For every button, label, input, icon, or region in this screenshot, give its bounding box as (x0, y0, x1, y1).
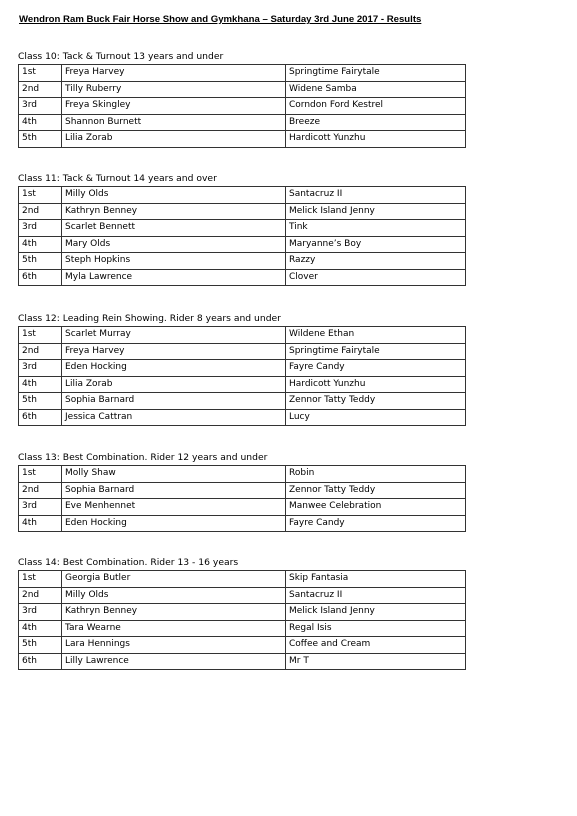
horse-cell: Springtime Fairytale (286, 65, 466, 82)
result-row (19, 114, 466, 131)
results-table (18, 186, 466, 286)
rider-cell: Milly Olds (62, 187, 286, 204)
rider-cell: Tara Wearne (62, 620, 286, 637)
place-cell: 1st (19, 571, 62, 588)
result-row (19, 327, 466, 344)
place-cell: 1st (19, 327, 62, 344)
class-title: Class 14: Best Combination. Rider 13 - 16 years (18, 557, 239, 568)
result-row (19, 499, 466, 516)
place-cell: 5th (19, 131, 62, 148)
class-title: Class 12: Leading Rein Showing. Rider 8 years and under (18, 313, 281, 324)
place-cell: 1st (19, 187, 62, 204)
horse-cell: Zennor Tatty Teddy (286, 393, 466, 410)
result-row (19, 65, 466, 82)
horse-cell: Lucy (286, 409, 466, 426)
class-section (18, 172, 465, 286)
result-row (19, 253, 466, 270)
place-cell: 4th (19, 376, 62, 393)
place-cell: 2nd (19, 203, 62, 220)
rider-cell: Freya Skingley (62, 98, 286, 115)
place-cell: 2nd (19, 482, 62, 499)
horse-cell: Springtime Fairytale (286, 343, 466, 360)
horse-cell: Coffee and Cream (286, 637, 466, 654)
horse-cell: Regal Isis (286, 620, 466, 637)
horse-cell: Clover (286, 269, 466, 286)
horse-cell: Melick Island Jenny (286, 203, 466, 220)
horse-cell: Santacruz II (286, 187, 466, 204)
rider-cell: Georgia Butler (62, 571, 286, 588)
horse-cell: Maryanne’s Boy (286, 236, 466, 253)
result-row (19, 620, 466, 637)
horse-cell: Santacruz II (286, 587, 466, 604)
result-row (19, 571, 466, 588)
horse-cell: Breeze (286, 114, 466, 131)
rider-cell: Molly Shaw (62, 466, 286, 483)
horse-cell: Skip Fantasia (286, 571, 466, 588)
result-row (19, 187, 466, 204)
result-row (19, 360, 466, 377)
rider-cell: Sophia Barnard (62, 482, 286, 499)
rider-cell: Scarlet Murray (62, 327, 286, 344)
place-cell: 5th (19, 253, 62, 270)
class-section (18, 312, 465, 426)
place-cell: 3rd (19, 98, 62, 115)
horse-cell: Widene Samba (286, 81, 466, 98)
rider-cell: Steph Hopkins (62, 253, 286, 270)
horse-cell: Fayre Candy (286, 360, 466, 377)
result-row (19, 466, 466, 483)
rider-cell: Lilly Lawrence (62, 653, 286, 670)
class-title: Class 13: Best Combination. Rider 12 years and under (18, 452, 268, 463)
place-cell: 2nd (19, 343, 62, 360)
place-cell: 4th (19, 515, 62, 532)
result-row (19, 604, 466, 621)
rider-cell: Milly Olds (62, 587, 286, 604)
results-table (18, 465, 466, 532)
place-cell: 3rd (19, 220, 62, 237)
horse-cell: Mr T (286, 653, 466, 670)
place-cell: 2nd (19, 587, 62, 604)
result-row (19, 343, 466, 360)
place-cell: 1st (19, 466, 62, 483)
place-cell: 6th (19, 653, 62, 670)
rider-cell: Freya Harvey (62, 65, 286, 82)
horse-cell: Melick Island Jenny (286, 604, 466, 621)
result-row (19, 376, 466, 393)
result-row (19, 409, 466, 426)
result-row (19, 203, 466, 220)
class-title: Class 11: Tack & Turnout 14 years and over (18, 173, 217, 184)
place-cell: 3rd (19, 499, 62, 516)
result-row (19, 81, 466, 98)
place-cell: 4th (19, 114, 62, 131)
rider-cell: Shannon Burnett (62, 114, 286, 131)
result-row (19, 269, 466, 286)
rider-cell: Freya Harvey (62, 343, 286, 360)
place-cell: 5th (19, 393, 62, 410)
result-row (19, 587, 466, 604)
rider-cell: Kathryn Benney (62, 203, 286, 220)
place-cell: 1st (19, 65, 62, 82)
result-row (19, 98, 466, 115)
rider-cell: Eve Menhennet (62, 499, 286, 516)
horse-cell: Robin (286, 466, 466, 483)
result-row (19, 236, 466, 253)
place-cell: 3rd (19, 360, 62, 377)
rider-cell: Jessica Cattran (62, 409, 286, 426)
class-section (18, 50, 465, 148)
horse-cell: Hardicott Yunzhu (286, 376, 466, 393)
rider-cell: Mary Olds (62, 236, 286, 253)
horse-cell: Manwee Celebration (286, 499, 466, 516)
place-cell: 2nd (19, 81, 62, 98)
horse-cell: Wildene Ethan (286, 327, 466, 344)
place-cell: 3rd (19, 604, 62, 621)
results-table (18, 570, 466, 670)
class-section (18, 556, 465, 670)
place-cell: 4th (19, 236, 62, 253)
results-table (18, 64, 466, 148)
rider-cell: Eden Hocking (62, 360, 286, 377)
result-row (19, 220, 466, 237)
horse-cell: Hardicott Yunzhu (286, 131, 466, 148)
place-cell: 6th (19, 269, 62, 286)
place-cell: 5th (19, 637, 62, 654)
class-section (18, 451, 465, 532)
result-row (19, 131, 466, 148)
rider-cell: Kathryn Benney (62, 604, 286, 621)
horse-cell: Tink (286, 220, 466, 237)
rider-cell: Lilia Zorab (62, 131, 286, 148)
rider-cell: Lara Hennings (62, 637, 286, 654)
page-title: Wendron Ram Buck Fair Horse Show and Gymkhana – Saturday 3rd June 2017 - Results (19, 14, 422, 25)
rider-cell: Scarlet Bennett (62, 220, 286, 237)
horse-cell: Zennor Tatty Teddy (286, 482, 466, 499)
rider-cell: Eden Hocking (62, 515, 286, 532)
horse-cell: Fayre Candy (286, 515, 466, 532)
rider-cell: Lilia Zorab (62, 376, 286, 393)
rider-cell: Sophia Barnard (62, 393, 286, 410)
result-row (19, 482, 466, 499)
result-row (19, 653, 466, 670)
class-title: Class 10: Tack & Turnout 13 years and under (18, 51, 224, 62)
results-table (18, 326, 466, 426)
horse-cell: Razzy (286, 253, 466, 270)
horse-cell: Corndon Ford Kestrel (286, 98, 466, 115)
result-row (19, 393, 466, 410)
result-row (19, 637, 466, 654)
place-cell: 6th (19, 409, 62, 426)
rider-cell: Myla Lawrence (62, 269, 286, 286)
rider-cell: Tilly Ruberry (62, 81, 286, 98)
result-row (19, 515, 466, 532)
place-cell: 4th (19, 620, 62, 637)
